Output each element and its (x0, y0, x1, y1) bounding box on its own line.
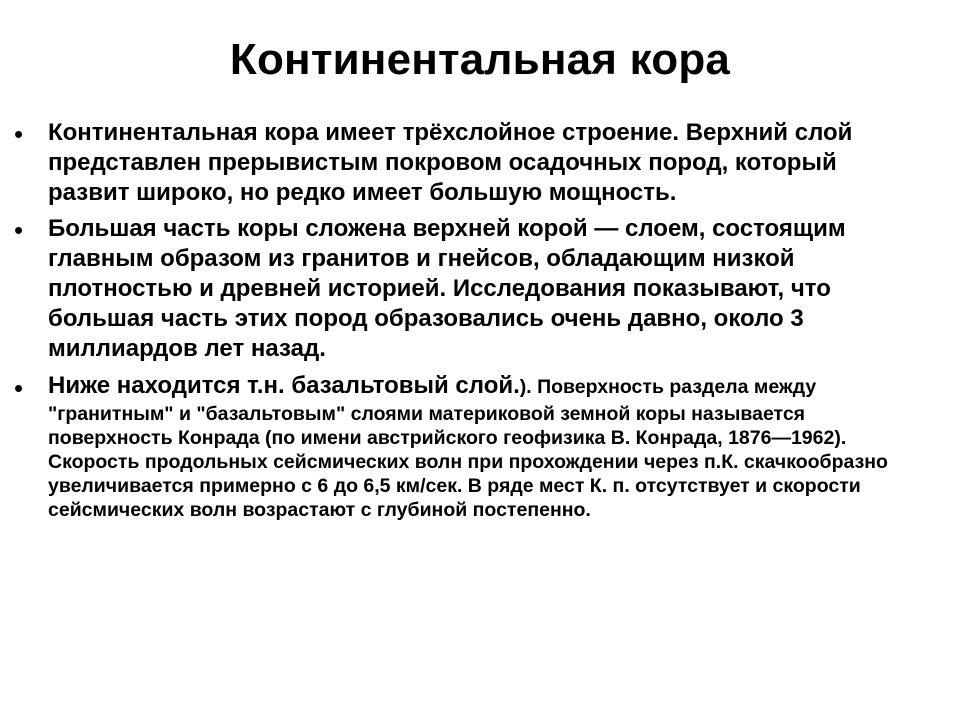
bullet-text: Континентальная кора имеет трёхслойное строение. Верхний слой представлен прерывистым покровом осадочных пород, который развит широко, но редко имеет большую мощность. (48, 119, 853, 206)
bullet-marker: • (14, 373, 24, 403)
bullet-marker: • (14, 215, 24, 245)
bullet-item (0, 370, 918, 522)
slide-title: Континентальная кора (229, 35, 731, 84)
bullet-marker: • (14, 119, 24, 149)
bullet-item (0, 214, 918, 364)
bullet-list (0, 118, 960, 522)
bullet-item (0, 118, 918, 208)
bullet-detail-text: ). Поверхность раздела между "гранитным" и "базальтовым" слоями материковой земной коры называется поверхность Конрада (по имени австрийского геофизика В. Конрада, 1876—1962). Скорость продольных сейсмических волн при прохождении через п.К. скачкообразно увеличивается примерно с 6 до 6,5 км/сек. В ряде мест К. п. отсутствует и скорости сейсмических волн возрастают с глубиной постепенно. (48, 376, 888, 521)
bullet-lead-text: Ниже находится т.н. базальтовый слой. (48, 372, 520, 399)
bullet-text: Большая часть коры сложена верхней корой — слоем, состоящим главным образом из гранитов и гнейсов, обладающим низкой плотностью и древней историей. Исследования показывают, что большая часть этих пород образовались очень давно, около 3 миллиардов лет назад. (48, 215, 846, 362)
